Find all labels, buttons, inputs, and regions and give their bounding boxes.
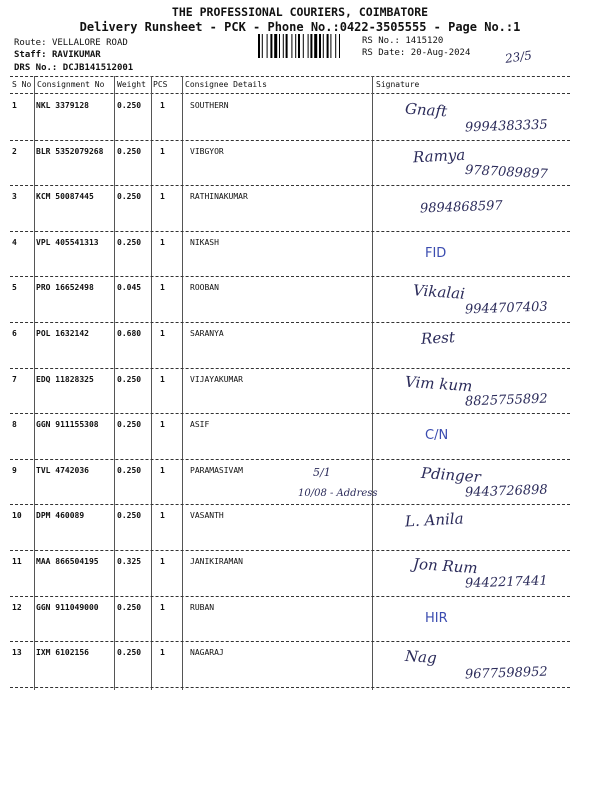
row-sno: 3 (12, 192, 17, 202)
row-pcs: 1 (160, 602, 165, 612)
row9-note: 10/08 - Address (298, 488, 378, 499)
row-sno: 13 (12, 648, 22, 658)
rs-date-label: RS Date: (362, 48, 406, 58)
delivery-code: FID (425, 245, 447, 261)
row-consignee: VASANTH (190, 511, 224, 521)
row-weight: 0.250 (117, 101, 142, 110)
row-consignment: EDQ 11828325 (36, 374, 94, 384)
row-consignee: NAGARAJ (190, 648, 224, 658)
row-pcs: 1 (160, 192, 165, 202)
table-row (10, 460, 570, 506)
phone-number: 9894868597 (419, 198, 503, 217)
row-consignee: RUBAN (190, 602, 215, 612)
row-consignment: BLR 5352079268 (36, 146, 104, 156)
row-weight: 0.250 (117, 237, 142, 247)
staff-label: Staff: (14, 50, 47, 60)
table-row (10, 186, 570, 232)
row-sno: 7 (12, 374, 17, 384)
rs-date-line (362, 48, 470, 58)
row-weight: 0.250 (117, 465, 142, 475)
signature: Pdinger (420, 463, 482, 486)
row-consignment: MAA 866504195 (36, 557, 99, 566)
row-consignee: NIKASH (190, 237, 219, 247)
drs-value: DCJB141512001 (62, 63, 134, 73)
row-weight: 0.680 (117, 329, 142, 338)
row-sno: 12 (12, 602, 22, 612)
row-separator (10, 687, 570, 688)
phone-number: 9787089897 (464, 162, 549, 182)
row-consignee: RATHINAKUMAR (190, 192, 248, 202)
table-row (10, 414, 570, 460)
signature: Gnaft (404, 99, 448, 121)
row-consignment: POL 1632142 (36, 329, 89, 338)
table-row (10, 642, 570, 688)
row-consignee: JANIKIRAMAN (190, 557, 243, 566)
route-line (14, 38, 128, 48)
row-weight: 0.045 (117, 283, 142, 293)
row-consignment: IXM 6102156 (36, 648, 89, 658)
signature: Rest (420, 328, 456, 348)
row-weight: 0.250 (117, 420, 142, 430)
row-sno: 10 (12, 511, 22, 521)
row-sno: 2 (12, 146, 17, 156)
staff-line (14, 50, 101, 60)
row-pcs: 1 (160, 329, 165, 338)
row-consignee: VIBGYOR (190, 146, 224, 156)
row-sno: 11 (12, 557, 22, 566)
table-row (10, 597, 570, 643)
phone-number: 9994383335 (464, 117, 548, 136)
row-consignment: GGN 911155308 (36, 420, 99, 430)
row-pcs: 1 (160, 420, 165, 430)
delivery-code: HIR (425, 610, 448, 626)
drs-label: DRS No.: (14, 63, 58, 73)
phone-number: 9442217441 (464, 573, 548, 592)
signature: Vikalai (412, 281, 466, 304)
row-sno: 8 (12, 420, 17, 430)
row9-note: 5/1 (313, 466, 331, 479)
row-pcs: 1 (160, 557, 165, 566)
row-pcs: 1 (160, 283, 165, 293)
table-row (10, 232, 570, 278)
row-consignment: DPM 460089 (36, 511, 85, 521)
phone-number: 9944707403 (464, 299, 548, 318)
rs-no-label: RS No.: (362, 36, 400, 46)
signature: L. Anila (404, 509, 464, 531)
row-consignment: NKL 3379128 (36, 101, 89, 110)
row-consignee: ROOBAN (190, 283, 219, 293)
row-pcs: 1 (160, 511, 165, 521)
row-sno: 9 (12, 465, 17, 475)
route-value: VELLALORE ROAD (51, 38, 128, 48)
table-row (10, 95, 570, 141)
col-details: Consignee Details (185, 80, 267, 89)
row-consignee: SOUTHERN (190, 101, 229, 110)
table-row (10, 141, 570, 187)
row-weight: 0.250 (117, 192, 142, 202)
table-row (10, 323, 570, 369)
phone-number: 8825755892 (464, 391, 548, 410)
row-pcs: 1 (160, 237, 165, 247)
document-title: THE PROFESSIONAL COURIERS, COIMBATORE (171, 5, 429, 19)
rs-date-value: 20-Aug-2024 (410, 48, 471, 58)
row-sno: 4 (12, 237, 17, 247)
row-consignee: PARAMASIVAM (190, 465, 243, 475)
row-consignment: PRO 16652498 (36, 283, 94, 293)
table-top-rule (10, 76, 570, 77)
staff-value: RAVIKUMAR (51, 50, 101, 60)
row-weight: 0.250 (117, 511, 142, 521)
drs-line (14, 63, 133, 73)
row-consignment: KCM 50087445 (36, 192, 94, 202)
col-weight: Weight (117, 80, 146, 89)
col-pcs: PCS (153, 80, 168, 89)
row-pcs: 1 (160, 374, 165, 384)
row-consignee: VIJAYAKUMAR (190, 374, 243, 384)
signature: Jon Rum (412, 554, 479, 578)
col-consignment: Consignment No (37, 80, 105, 89)
row-weight: 0.250 (117, 602, 142, 612)
row-sno: 6 (12, 329, 17, 338)
phone-number: 9677598952 (464, 664, 548, 683)
row-pcs: 1 (160, 101, 165, 110)
row-consignment: TVL 4742036 (36, 465, 89, 475)
row-pcs: 1 (160, 648, 165, 658)
row-pcs: 1 (160, 465, 165, 475)
row-weight: 0.325 (117, 557, 142, 566)
signature: Vim kum (404, 372, 473, 395)
document-subtitle: Delivery Runsheet - PCK - Phone No.:0422-3505555 - Page No.:1 (79, 20, 521, 34)
row-pcs: 1 (160, 146, 165, 156)
table-row (10, 551, 570, 597)
route-label: Route: (14, 38, 47, 48)
row-weight: 0.250 (117, 374, 142, 384)
barcode-image (258, 34, 358, 58)
phone-number: 9443726898 (464, 482, 548, 501)
row-sno: 1 (12, 101, 17, 110)
signature: Ramya (412, 145, 466, 166)
row-sno: 5 (12, 283, 17, 293)
table-row (10, 369, 570, 415)
row-consignment: VPL 405541313 (36, 237, 99, 247)
col-signature: Signature (376, 80, 420, 89)
col-sno: S No (12, 80, 32, 89)
rs-no-value: 1415120 (405, 36, 444, 46)
row-consignee: SARANYA (190, 329, 224, 338)
row-weight: 0.250 (117, 146, 142, 156)
table-header-rule (10, 93, 570, 94)
table-row (10, 277, 570, 323)
row-consignment: GGN 911049000 (36, 602, 99, 612)
handwritten-date: 23/5 (504, 48, 533, 66)
signature: Nag (404, 647, 438, 668)
table-row (10, 505, 570, 551)
rs-no-line (362, 36, 443, 46)
row-weight: 0.250 (117, 648, 142, 658)
row-consignee: ASIF (190, 420, 210, 430)
delivery-code: C/N (425, 428, 449, 444)
